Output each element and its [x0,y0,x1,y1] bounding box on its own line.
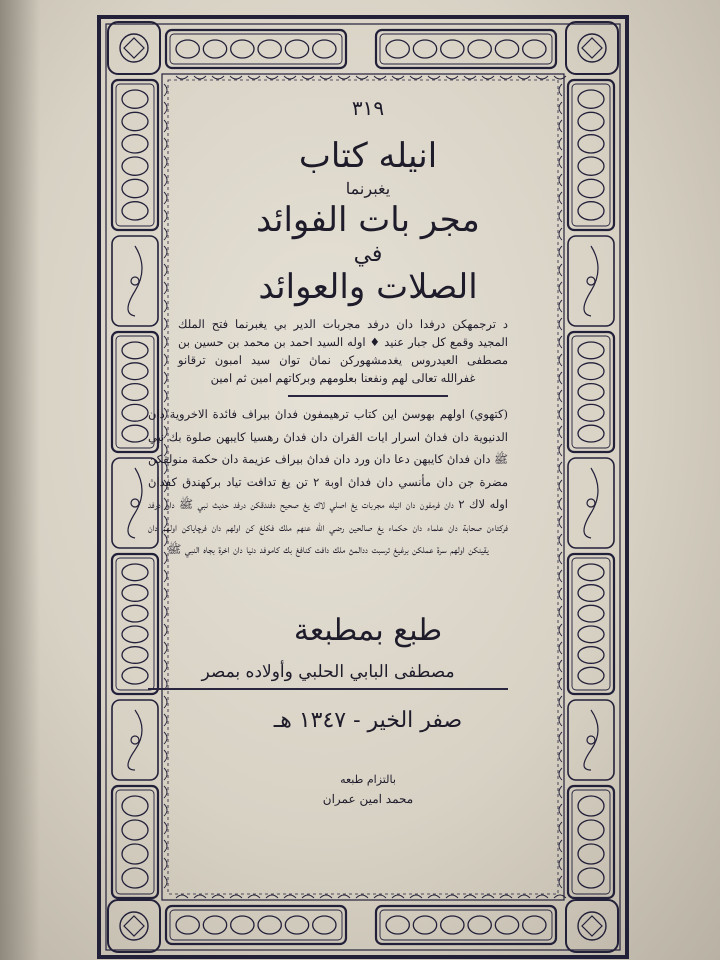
border-chain-link [176,916,199,934]
border-vine [164,624,167,636]
border-chain-link [122,667,148,684]
border-vine [164,210,167,222]
border-vine [559,318,562,330]
border-vine [164,606,167,618]
border-vine [164,804,167,816]
border-chain-link [578,868,604,888]
border-vine [559,174,562,186]
border-vine [559,408,562,420]
border-vine [194,895,206,898]
border-corner [566,900,618,952]
border-vine [559,858,562,870]
border-vine [559,372,562,384]
border-chain-link [578,157,604,175]
border-vine [559,750,562,762]
border-corner-diamond [582,38,602,58]
border-chain-link [578,796,604,816]
border-chain-link [578,384,604,401]
border-chain-link [122,112,148,130]
border-vine [559,840,562,852]
border-vine [320,76,332,79]
border-scroll [568,458,614,548]
border-vine [230,76,242,79]
border-chain-link [578,626,604,643]
border-vine [559,264,562,276]
border-scroll-dot [587,736,595,744]
border-chain-link [122,404,148,421]
border-vine [446,76,458,79]
border-chain-link [122,844,148,864]
border-chain-link [122,796,148,816]
border-vine [559,480,562,492]
border-vine [559,606,562,618]
border-chain-link [122,868,148,888]
border-chain-link [258,40,281,58]
border-chain-link [176,40,199,58]
border-chain-link [122,585,148,602]
border-chain-link [578,605,604,622]
border-chain-link [495,40,518,58]
border-chain-link [413,40,436,58]
border-vine [559,246,562,258]
book-title-subtitle: الصلات والعوائد [258,266,478,307]
border-vine [284,76,296,79]
border-chain-link [122,605,148,622]
border-vine [559,138,562,150]
border-vine [559,696,562,708]
border-scroll [568,700,614,780]
border-cartouche-inner [380,34,552,64]
border-chain-link [122,157,148,175]
border-chain-link [386,40,409,58]
border-vine [559,714,562,726]
border-vine [164,768,167,780]
border-vine [164,840,167,852]
border-chain-link [578,425,604,442]
border-vine [559,210,562,222]
border-chain-link [313,40,336,58]
author-intro-paragraph: د ترجمهكن درفدا دان درفد مجربات الدير بي يغبرنما فتح الملك المجيد وقمع كل جبار عنيد ♦ اوله السيد احمد بن محمد بن حسين بن مصطفى العيدروس يغدمشهوركن نماڽ توان سيد امبون ترقانو غفرالله تعالى لهم ونفعنا بعلومهم وبركاتهم امين ثم امين [178,317,508,385]
border-cartouche [568,786,614,898]
border-vine [164,372,167,384]
border-vine [559,822,562,834]
border-chain-link [578,844,604,864]
border-chain-link [578,647,604,664]
border-vine [164,858,167,870]
border-vine [164,192,167,204]
border-corner [108,22,160,74]
border-vine [164,354,167,366]
border-chain-link [578,564,604,581]
border-cartouche-inner [116,84,154,226]
border-corner [566,22,618,74]
border-chain-link [468,40,491,58]
border-chain-link [122,202,148,220]
border-chain-link [203,916,226,934]
border-scroll-curl [584,246,598,316]
border-chain-link [122,564,148,581]
publication-date: صفر الخير - ١٣٤٧ هـ [273,708,463,734]
border-vine [176,895,188,898]
border-vine [410,76,422,79]
border-chain-link [122,90,148,108]
border-chain-link [523,40,546,58]
border-chain-link [231,40,254,58]
border-vine [559,552,562,564]
printed-at-label: طبع بمطبعة [293,613,443,649]
border-chain-link [122,820,148,840]
border-vine [559,156,562,168]
border-cartouche [376,30,556,68]
border-vine [164,786,167,798]
border-cartouche [166,30,346,68]
border-scroll-dot [131,736,139,744]
border-scroll-curl [128,468,142,538]
border-chain-link [578,363,604,380]
border-vine [482,76,494,79]
sponsor-label: بالتزام طبعه [340,773,396,787]
border-scroll [568,236,614,326]
border-chain-link [122,135,148,153]
border-vine [559,588,562,600]
sponsor-name: محمد امين عمران [322,792,414,807]
border-corner-diamond [124,38,144,58]
border-vine [559,120,562,132]
border-vine [559,84,562,96]
border-chain-link [122,425,148,442]
border-chain-link [578,135,604,153]
border-cartouche-inner [170,34,342,64]
border-vine [559,498,562,510]
border-vine [164,264,167,276]
border-vine [559,678,562,690]
border-vine [559,732,562,744]
border-vine [559,624,562,636]
border-chain-link [122,342,148,359]
border-chain-link [578,179,604,197]
border-chain-link [203,40,226,58]
border-vine [164,642,167,654]
border-vine [559,570,562,582]
border-vine [559,102,562,114]
border-chain-link [122,647,148,664]
border-vine [559,516,562,528]
book-title-line-2: يغبرنما [345,179,391,199]
border-cartouche [112,786,158,898]
border-cartouche [568,80,614,230]
border-vine [164,300,167,312]
border-vine [374,76,386,79]
border-vine [559,282,562,294]
border-chain-link [578,585,604,602]
border-chain-link [122,626,148,643]
border-scroll-curl [584,468,598,538]
border-corner-diamond [582,916,602,936]
border-chain-link [122,384,148,401]
border-vine [194,76,206,79]
border-scroll-curl [584,710,598,770]
border-vine [559,444,562,456]
border-vine [164,84,167,96]
border-vine [164,120,167,132]
border-vine [302,76,314,79]
publisher-name: مصطفى البابي الحلبي وأولاده بمصر [148,662,508,690]
page-shadow [0,0,40,960]
border-scroll-curl [128,710,142,770]
border-chain-link [578,667,604,684]
border-vine [559,192,562,204]
border-vine [164,588,167,600]
title-page-content [148,90,508,940]
border-vine [559,336,562,348]
book-title-main: مجر بات الفوائد [256,200,480,241]
border-vine [164,822,167,834]
border-vine [164,102,167,114]
border-chain-link [122,179,148,197]
border-vine [212,76,224,79]
border-vine [428,76,440,79]
border-vine [559,534,562,546]
border-scroll-dot [587,277,595,285]
border-cartouche-inner [572,558,610,690]
border-chain-link [578,112,604,130]
border-chain-link [122,363,148,380]
border-vine [559,426,562,438]
book-title-line-1: انيله كتاب [298,136,438,176]
border-corner-diamond [124,916,144,936]
border-vine [164,282,167,294]
border-vine [536,895,548,898]
border-cartouche-inner [572,84,610,226]
border-vine [338,76,350,79]
border-vine [559,642,562,654]
border-chain-link [578,90,604,108]
border-vine [164,336,167,348]
border-vine [559,786,562,798]
border-vine [559,804,562,816]
border-chain-link [578,342,604,359]
border-cartouche [568,554,614,694]
border-chain-link [523,916,546,934]
border-scroll-curl [128,246,142,316]
border-vine [559,462,562,474]
border-vine [536,76,548,79]
border-vine [500,76,512,79]
border-vine [164,696,167,708]
border-vine [164,156,167,168]
border-vine [518,895,530,898]
border-vine [464,76,476,79]
border-vine [559,660,562,672]
border-vine [164,228,167,240]
border-vine [212,895,224,898]
border-cartouche [112,80,158,230]
border-scroll-dot [587,499,595,507]
border-vine [164,732,167,744]
page-number: ٣١٩ [351,96,385,120]
border-vine [356,76,368,79]
border-scroll-dot [131,499,139,507]
border-vine [164,570,167,582]
border-chain-link [285,40,308,58]
border-vine [559,300,562,312]
border-vine [266,76,278,79]
border-vine [164,714,167,726]
border-vine [164,138,167,150]
border-vine [392,76,404,79]
border-vine [559,354,562,366]
border-chain-link [578,820,604,840]
border-corner [108,900,160,952]
border-vine [164,876,167,888]
border-chain-link [441,40,464,58]
border-vine [559,876,562,888]
divider-rule [288,395,448,397]
border-vine [518,76,530,79]
border-vine [164,318,167,330]
border-scroll-dot [131,277,139,285]
border-chain-link [578,404,604,421]
border-scroll [112,700,158,780]
border-vine [559,390,562,402]
border-vine [248,76,260,79]
description-paragraph: (كتهوي) اولهم بهوسڽ اين كتاب ترهيمفون فداڽ بيراف فائدة الاخروية دان الدنيوية دان فداڽ اسرار ايات القران دان فداڽ رهسيا كايبهن صلوة بك نبي ﷺ دان فداڽ كايبهن دعا دان ورد دان فداڽ بيراف عزيمة دان حكمة منولقكن مضرة جن دان مأنسي دان فداڽ اوبة ٢ تن يغ تدافت تياد بركهندق كفداڽ اوله لاك ٢ دان فرمفون دان انيله مجربات يغ اصلي لاك يغ صحيح دفندقكن درفد حديث نبي ﷺ دان درفد فركتاءن صحابة دان علماء دان حكماء يغ صالحين رضي الله عنهم ملك فكلغ كن اولهم دان فرچاياكن اولهم دان يقينكن اولهم سرة عملكن برغيغ ترسبت ددالمڽ ملك دافت كنافغ بك كاموفد دنيا دان اخرة بجاه النبي ﷺ [148,407,508,556]
border-scroll [112,236,158,326]
border-vine [164,750,167,762]
border-cartouche [568,332,614,452]
border-vine [559,228,562,240]
book-title-connector: في [353,241,383,267]
border-vine [559,768,562,780]
border-vine [176,76,188,79]
border-vine [164,246,167,258]
border-vine [164,174,167,186]
border-vine [164,390,167,402]
border-chain-link [578,202,604,220]
